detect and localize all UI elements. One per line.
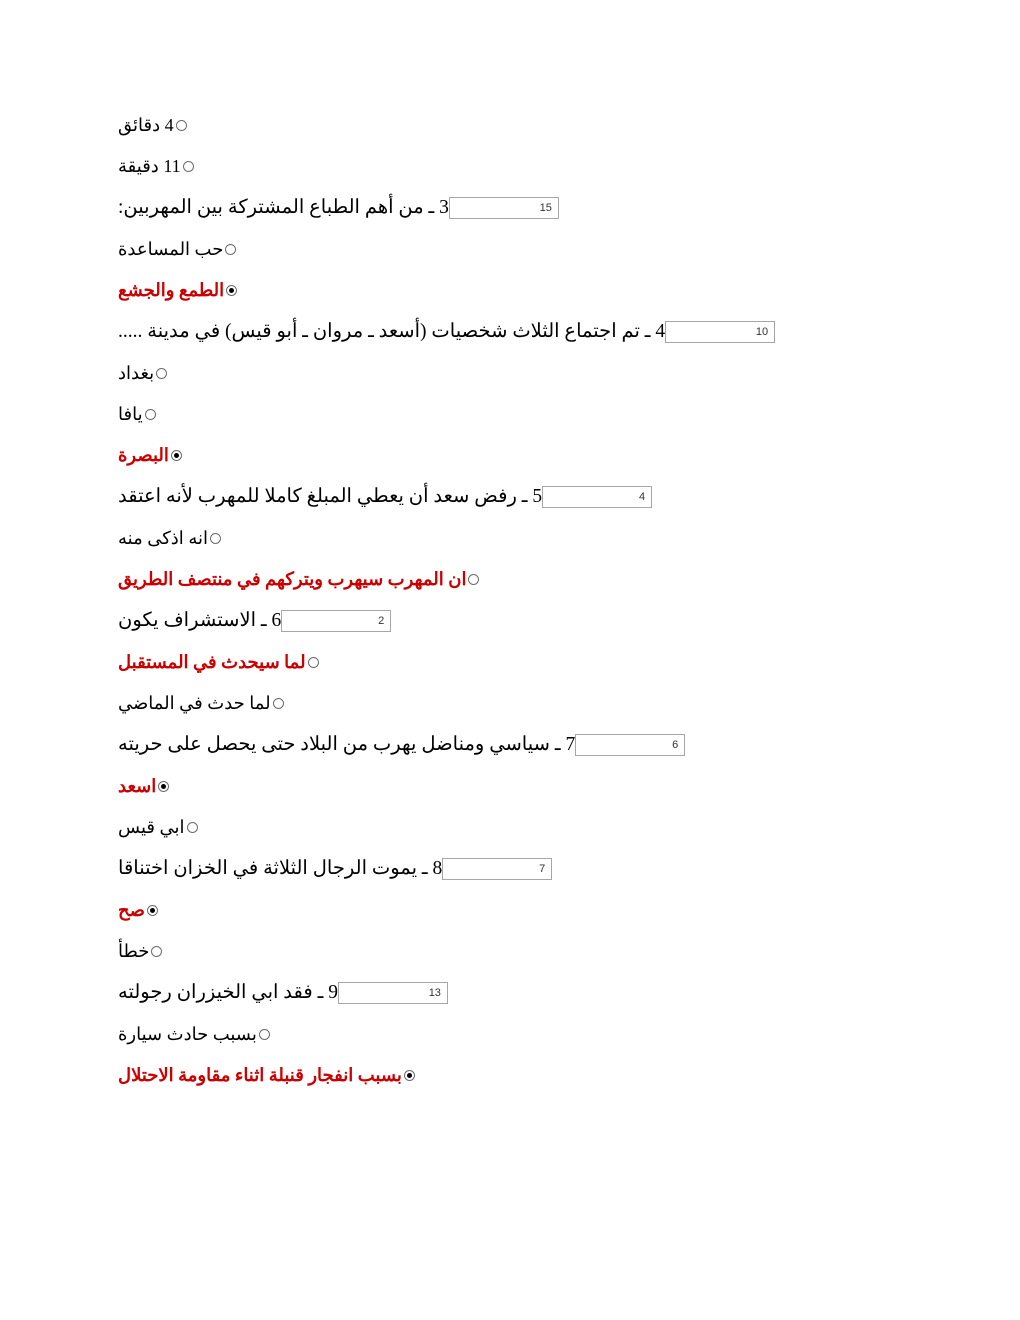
answer-option[interactable] [118,229,902,270]
answer-option[interactable] [118,890,902,931]
answer-label: ابي قيس [118,816,185,837]
score-value: 6 [672,739,679,751]
question-text: 8 ـ يموت الرجال الثلاثة في الخزان اختناقا [118,858,443,880]
answer-label: لما سيحدث في المستقبل [118,651,306,672]
answer-label: بغداد [118,362,155,383]
answer-label: 4 دقائق [118,114,174,135]
radio-button[interactable] [156,368,167,379]
answer-option[interactable] [118,931,902,972]
answer-label: صح [118,899,145,920]
radio-button[interactable] [158,781,169,792]
answer-label: لما حدث في الماضي [118,692,271,713]
quiz-form [118,105,902,1096]
question-block [118,311,902,476]
answer-label: خطأ [118,940,150,961]
radio-button[interactable] [147,905,158,916]
answer-label: انه اذكى منه [118,527,208,548]
question-text: 4 ـ تم اجتماع الثلاث شخصيات (أسعد ـ مروان ـ أبو قيس) في مدينة ..... [118,321,666,343]
answer-option[interactable] [118,807,902,848]
question-line [118,972,902,1014]
answer-label: حب المساعدة [118,238,224,259]
question-block [118,724,902,848]
score-value: 10 [755,326,769,338]
question-text: 6 ـ الاستشراف يكون [118,610,282,632]
question-block [118,476,902,600]
question-line [118,848,902,890]
score-value: 13 [428,987,441,999]
answer-label: ان المهرب سيهرب ويتركهم في منتصف الطريق [118,568,467,589]
radio-button[interactable] [308,657,319,668]
question-line [118,311,902,353]
score-input[interactable] [338,982,448,1004]
answer-label: اسعد [118,775,157,796]
answer-option[interactable] [118,559,902,600]
answer-option[interactable] [118,642,902,683]
question-text: 3 ـ من أهم الطباع المشتركة بين المهربين: [118,197,449,219]
radio-button[interactable] [468,574,479,585]
answer-option[interactable] [118,766,902,807]
score-value: 4 [639,491,646,503]
answer-label: بسبب حادث سيارة [118,1023,257,1044]
radio-button[interactable] [273,698,284,709]
answer-option[interactable] [118,435,902,476]
question-line [118,724,902,766]
score-input[interactable] [575,734,685,756]
score-value: 2 [378,615,385,627]
score-input[interactable] [542,486,652,508]
question-block [118,600,902,724]
radio-button[interactable] [259,1029,270,1040]
score-value: 15 [539,202,552,214]
radio-button[interactable] [145,409,156,420]
score-input[interactable] [442,858,552,880]
answer-option[interactable] [118,1014,902,1055]
score-value: 7 [539,863,546,875]
radio-button[interactable] [210,533,221,544]
answer-option[interactable] [118,353,902,394]
answer-label: الطمع والجشع [118,279,225,300]
answer-option[interactable] [118,1055,902,1096]
radio-button[interactable] [404,1070,415,1081]
radio-button[interactable] [226,285,237,296]
score-input[interactable] [281,610,391,632]
radio-button[interactable] [187,822,198,833]
question-line [118,187,902,229]
answer-option[interactable] [118,146,902,187]
question-line [118,476,902,518]
answer-label: 11 دقيقة [118,155,181,176]
radio-button[interactable] [171,450,182,461]
radio-button[interactable] [151,946,162,957]
answer-option[interactable] [118,518,902,559]
question-block [118,187,902,311]
question-text: 7 ـ سياسي ومناضل يهرب من البلاد حتى يحصل على حريته [118,734,576,756]
score-input[interactable] [665,321,775,343]
answer-label: البصرة [118,444,169,465]
answer-label: بسبب انفجار قنبلة اثناء مقاومة الاحتلال [118,1064,402,1085]
answer-option[interactable] [118,394,902,435]
question-text: 5 ـ رفض سعد أن يعطي المبلغ كاملا للمهرب لأنه اعتقد [118,486,543,508]
answer-label: يافا [118,403,143,424]
answer-option[interactable] [118,105,902,146]
question-block [118,972,902,1096]
question-line [118,600,902,642]
score-input[interactable] [449,197,559,219]
answer-option[interactable] [118,270,902,311]
question-block [118,848,902,972]
radio-button[interactable] [176,120,187,131]
radio-button[interactable] [225,244,236,255]
radio-button[interactable] [183,161,194,172]
answer-option[interactable] [118,683,902,724]
question-text: 9 ـ فقد ابي الخيزران رجولته [118,982,338,1004]
